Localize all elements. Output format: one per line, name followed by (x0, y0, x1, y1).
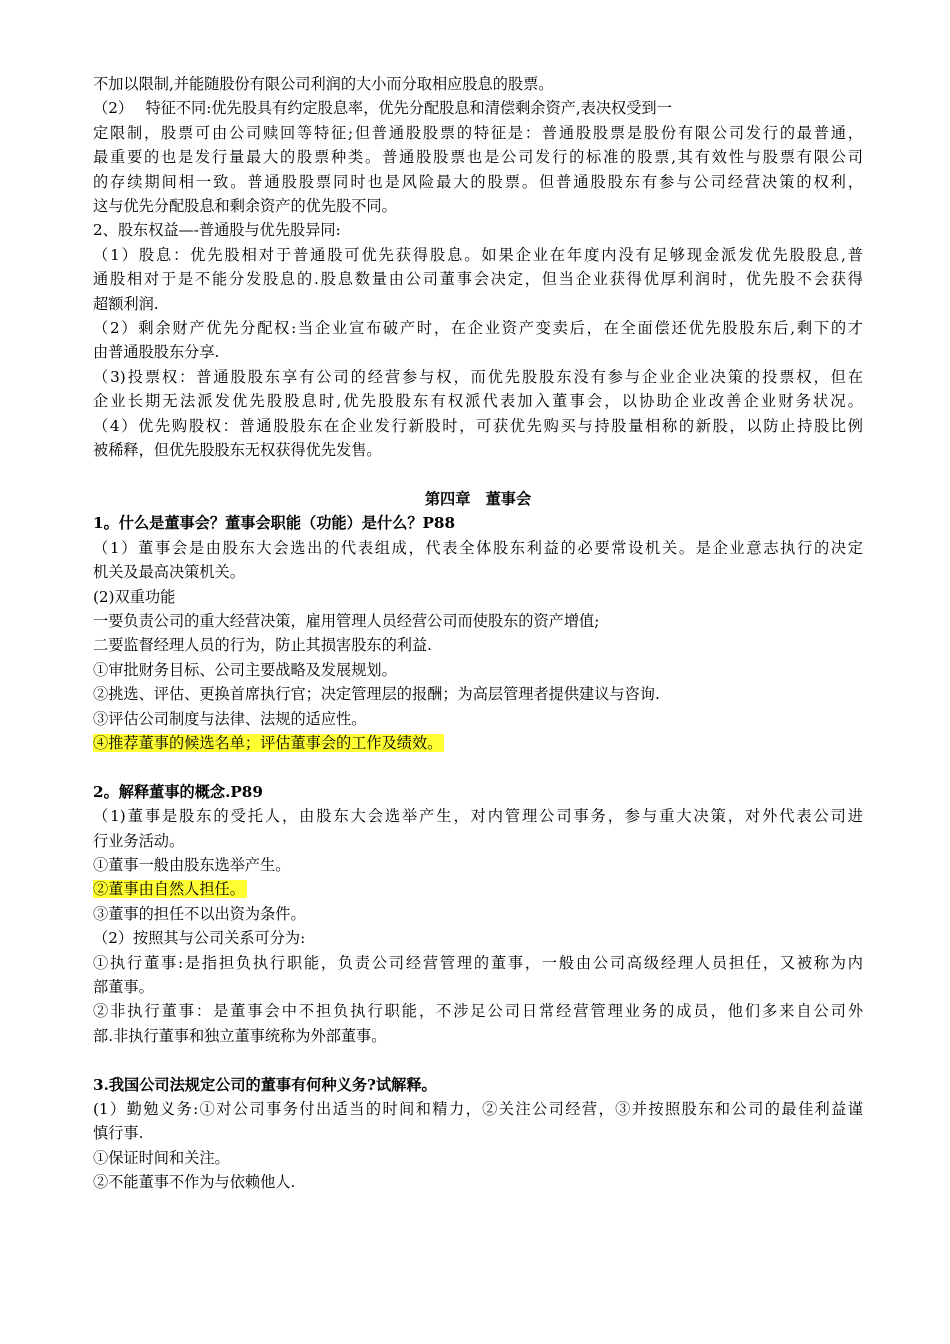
paragraph-line: ③董事的担任不以出资为条件。 (93, 904, 306, 923)
paragraph-line: 一要负责公司的重大经营决策，雇用管理人员经营公司而使股东的资产增值; (93, 611, 600, 630)
paragraph-line: （1）股息：优先股相对于普通股可优先获得股息。如果企业在年度内没有足够现金派发优先股股息,普 (93, 245, 863, 264)
question-title: 1。什么是董事会？董事会职能（功能）是什么？P88 (93, 514, 456, 533)
paragraph-line: 超额利润. (93, 294, 159, 313)
paragraph-line: 被稀释，但优先股股东无权获得优先发售。 (93, 441, 382, 460)
paragraph-line: ③评估公司制度与法律、法规的适应性。 (93, 709, 367, 728)
paragraph-line: ①审批财务目标、公司主要战略及发展规划。 (93, 660, 397, 679)
paragraph-line: 慎行事. (93, 1124, 144, 1143)
question-title: 3.我国公司法规定公司的董事有何种义务?试解释。 (93, 1075, 437, 1094)
question-title: 2。解释董事的概念.P89 (93, 782, 263, 801)
paragraph-line: (1）勤勉义务:①对公司事务付出适当的时间和精力，②关注公司经营，③并按照股东和公司的最佳利益谨 (93, 1100, 863, 1119)
paragraph-line: （4）优先购股权：普通股股东在企业发行新股时，可获优先购买与持股量相称的新股，以防止持股比例 (93, 416, 863, 435)
section-q3 (93, 1073, 863, 1195)
highlighted-line (93, 877, 863, 901)
paragraph-line: （2）剩余财产优先分配权:当企业宣布破产时，在企业资产变卖后，在全面偿还优先股股东后,剩下的才 (93, 319, 863, 338)
chapter-title: 第四章 董事会 (424, 489, 532, 508)
paragraph-line: 机关及最高决策机关。 (93, 563, 245, 582)
paragraph-line: 由普通股股东分享. (93, 343, 220, 362)
blank-line (93, 463, 863, 487)
paragraph-line: 部董事。 (93, 978, 154, 996)
paragraph-line: 不加以限制,并能随股份有限公司利润的大小而分取相应股息的股票。 (93, 75, 554, 93)
paragraph-line: 这与优先分配股息和剩余资产的优先股不同。 (93, 197, 397, 216)
highlighted-line (93, 731, 863, 755)
section-part1 (93, 72, 863, 463)
highlight-mark: ④推荐董事的候选名单；评估董事会的工作及绩效。 (93, 733, 443, 752)
highlight-mark: ②董事由自然人担任。 (93, 880, 245, 899)
paragraph-line: （1)董事是股东的受托人，由股东大会选举产生，对内管理公司事务，参与重大决策，对外代表公司进 (93, 807, 863, 826)
section-q1 (93, 511, 863, 755)
paragraph-line: 行业务活动。 (93, 831, 185, 850)
paragraph-line: （3)投票权：普通股股东享有公司的经营参与权，而优先股股东没有参与企业企业决策的投票权，但在 (93, 367, 863, 386)
paragraph-line: （2） 特征不同:优先股具有约定股息率，优先分配股息和清偿剩余资产,表决权受到一 (93, 99, 672, 118)
paragraph-line: ②不能董事不作为与依赖他人. (93, 1173, 296, 1192)
blank-line (93, 1048, 863, 1072)
paragraph-line: 通股相对于是不能分发股息的.股息数量由公司董事会决定，但当企业获得优厚利润时，优先股不会获得 (93, 270, 863, 289)
paragraph-line: 最重要的也是发行量最大的股票种类。普通股股票也是公司发行的标准的股票,其有效性与股票有限公司 (93, 148, 863, 167)
paragraph-line: ②挑选、评估、更换首席执行官；决定管理层的报酬；为高层管理者提供建议与咨询. (93, 685, 660, 704)
paragraph-line: （2）按照其与公司关系可分为: (93, 929, 306, 948)
paragraph-line: 部.非执行董事和独立董事统称为外部董事。 (93, 1026, 387, 1045)
paragraph-line: 2、股东权益—-普通股与优先股异同: (93, 221, 341, 240)
paragraph-line: ①董事一般由股东选举产生。 (93, 855, 291, 874)
blank-line (93, 755, 863, 779)
paragraph-line: 企业长期无法派发优先股股息时,优先股股东有权派代表加入董事会，以协助企业改善企业财务状况。 (93, 392, 863, 411)
paragraph-line: （1）董事会是由股东大会选出的代表组成，代表全体股东利益的必要常设机关。是企业意志执行的决定 (93, 538, 863, 557)
paragraph-line: 定限制，股票可由公司赎回等特征;但普通股股票的特征是：普通股股票是股份有限公司发行的最普通， (93, 123, 863, 142)
section-q2 (93, 780, 863, 1048)
paragraph-line: ①保证时间和关注。 (93, 1148, 230, 1167)
paragraph-line: 二要监督经理人员的行为，防止其损害股东的利益. (93, 636, 432, 655)
paragraph-line: (2)双重功能 (93, 587, 176, 606)
paragraph-line: 的存续期间相一致。普通股股票同时也是风险最大的股票。但普通股股东有参与公司经营决策的权利， (93, 172, 863, 191)
document-page (93, 72, 863, 1195)
paragraph-line: ①执行董事:是指担负执行职能，负责公司经营管理的董事，一般由公司高级经理人员担任，又被称为内 (93, 953, 863, 972)
paragraph-line: ②非执行董事：是董事会中不担负执行职能，不涉足公司日常经营管理业务的成员，他们多来自公司外 (93, 1002, 863, 1021)
